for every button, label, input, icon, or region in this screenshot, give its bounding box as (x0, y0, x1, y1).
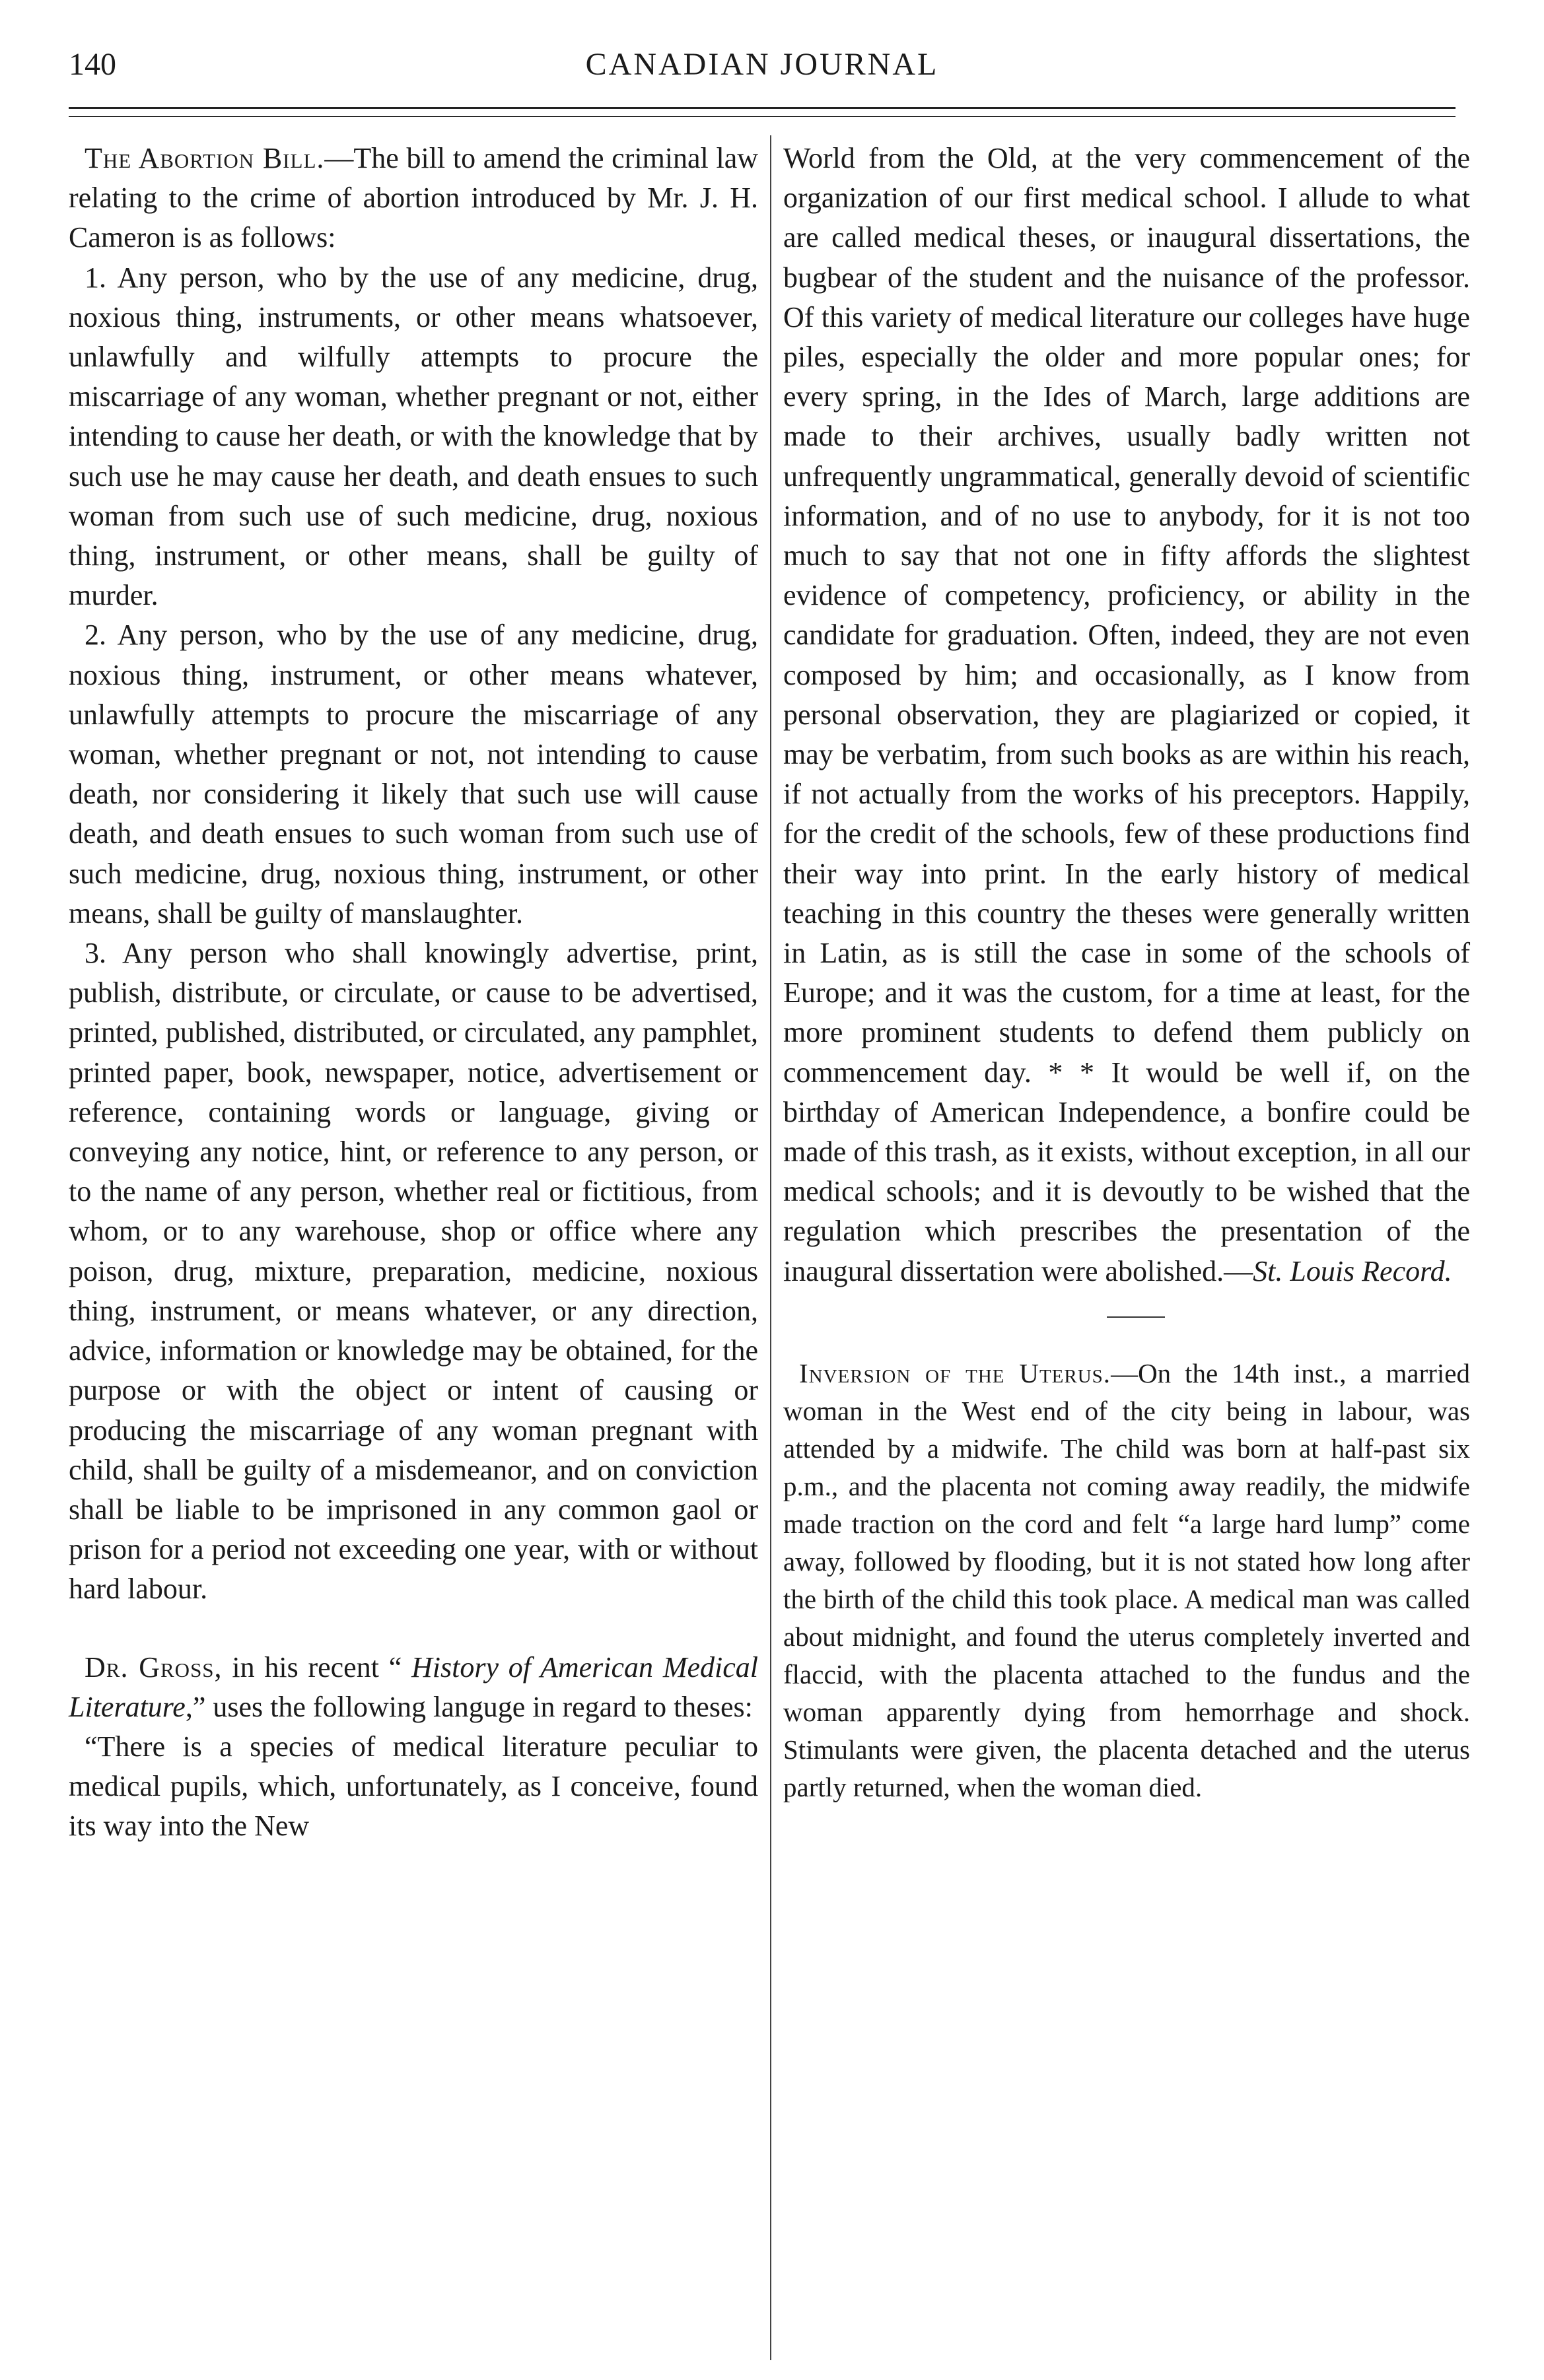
asterisks: * * (1031, 1056, 1111, 1089)
header-rule-thin (69, 116, 1456, 117)
gross-heading: Dr. Gross, (85, 1650, 223, 1683)
abortion-bill-clause-3: 3. Any person who shall knowingly advertise, print, publish, distribute, or circulate, or cause to be advertised, printed, published, distributed, or circulated, any pamphlet, printed paper, book, newspaper, notice, advertisement or reference, containing words or language, giving or conveying any notice, hint, or reference to any person, or to the name of any person, whether real or fictitious, from whom, or to any warehouse, shop or office where any poison, drug, mixture, preparation, medicine, noxious thing, instrument, or means whatever, or any direction, advice, information or knowledge may be obtained, for the purpose or with the object or intent of causing or producing the miscarriage of any woman pregnant with child, shall be guilty of a misdemeanor, and on conviction shall be liable to be imprisoned in any common gaol or prison for a period not exceeding one year, with or without hard labour. (69, 937, 758, 1606)
gross-quote-part-2: It would be well if, on the birthday of American Independence, a bonfire could be made of this trash, as it exists, without exception, in all our medical schools; and it is devoutly to be wished that the regulation which prescribes the presentation of the inaugural dissertation were abolished.— (783, 1056, 1471, 1287)
journal-title: CANADIAN JOURNAL (585, 47, 939, 82)
gross-book-title: History of American Medical Literature (69, 1650, 758, 1723)
gross-intro (69, 1648, 758, 1727)
gross-source: St. Louis Record. (1253, 1254, 1452, 1287)
gross-quote-start: “There is a species of medical literature peculiar to medical pupils, which, unfortunately, as I conceive, found its way into the New (69, 1730, 758, 1843)
left-column (69, 139, 758, 1847)
header-rule-thick (69, 107, 1456, 109)
section-break (69, 1610, 758, 1648)
column-divider (770, 135, 771, 2360)
page-header (69, 46, 1456, 99)
right-column (783, 139, 1470, 1806)
uterus-body: —On the 14th inst., a married woman in the West end of the city being in labour, was attended by a midwife. The child was born at half-past six p.m., and the placenta not coming away readily, the midwife made traction on the cord and felt “a large hard lump” come away, followed by flooding, but it is not stated how long after the birth of the child this took place. A medical man was called about midnight, and found the uterus completely inverted and flaccid, with the placenta attached to the fundus and the woman apparently dying from hemorrhage and shock. Stimulants were given, the placenta detached and the uterus partly returned, when the woman died. (783, 1357, 1470, 1802)
abortion-bill-heading: The Abortion Bill. (85, 142, 325, 174)
abortion-bill-clause-2: 2. Any person, who by the use of any medicine, drug, noxious thing, instrument, or other means whatever, unlawfully attempts to procure the miscarriage of any woman, whether pregnant or not, not intending to cause death, nor considering it likely that such use will cause death, and death ensues to such woman from such use of such medicine, drug, noxious thing, instrument, or other means, shall be guilty of manslaughter. (69, 619, 758, 930)
gross-quote-continued (783, 139, 1470, 1291)
gross-intro-a: in his recent “ (222, 1650, 412, 1683)
abortion-bill-intro (69, 139, 758, 258)
abortion-bill-clause-1: 1. Any person, who by the use of any medicine, drug, noxious thing, instruments, or other means whatsoever, unlawfully and wilfully attempts to procure the miscarriage of any woman, whether pregnant or not, either intending to cause her death, or with the knowledge that by such use he may cause her death, and death ensues to such woman from such use of such medicine, drug, noxious thing, instrument, or other means, shall be guilty of murder. (69, 261, 758, 612)
gross-quote-part-1: World from the Old, at the very commencement of the organization of our first medical school. I allude to what are called medical theses, or inaugural dissertations, the bugbear of the student and the nuisance of the professor. Of this variety of medical literature our colleges have huge piles, especially the older and more popular ones; for every spring, in the Ides of March, large additions are made to their archives, usually badly written not unfrequently ungrammatical, generally devoid of scientific information, and of no use to anybody, for it is not too much to say that not one in fifty affords the slightest evidence of competency, proficiency, or ability in the candidate for graduation. Often, indeed, they are not even composed by him; and occasionally, as I know from personal observation, they are plagiarized or copied, it may be verbatim, from such books as are within his reach, if not actually from the works of his preceptors. Happily, for the credit of the schools, few of these productions find their way into print. In the early history of medical teaching in this country the theses were generally written in Latin, as is still the case in some of the schools of Europe; and it was the custom, for a time at least, for the more prominent students to defend them publicly on commencement day. (783, 142, 1470, 1089)
uterus-article (783, 1355, 1470, 1806)
abortion-bill-intro-text: —The bill to amend the criminal law relating to the crime of abortion introduced by Mr. J. H. Cameron is as follows: (69, 142, 758, 254)
gross-intro-b: ,” uses the following languge in regard to theses: (185, 1690, 753, 1723)
page-number: 140 (69, 47, 116, 82)
section-separator (783, 1291, 1470, 1355)
separator-rule (1107, 1316, 1165, 1318)
uterus-heading: Inversion of the Uterus. (799, 1357, 1111, 1388)
